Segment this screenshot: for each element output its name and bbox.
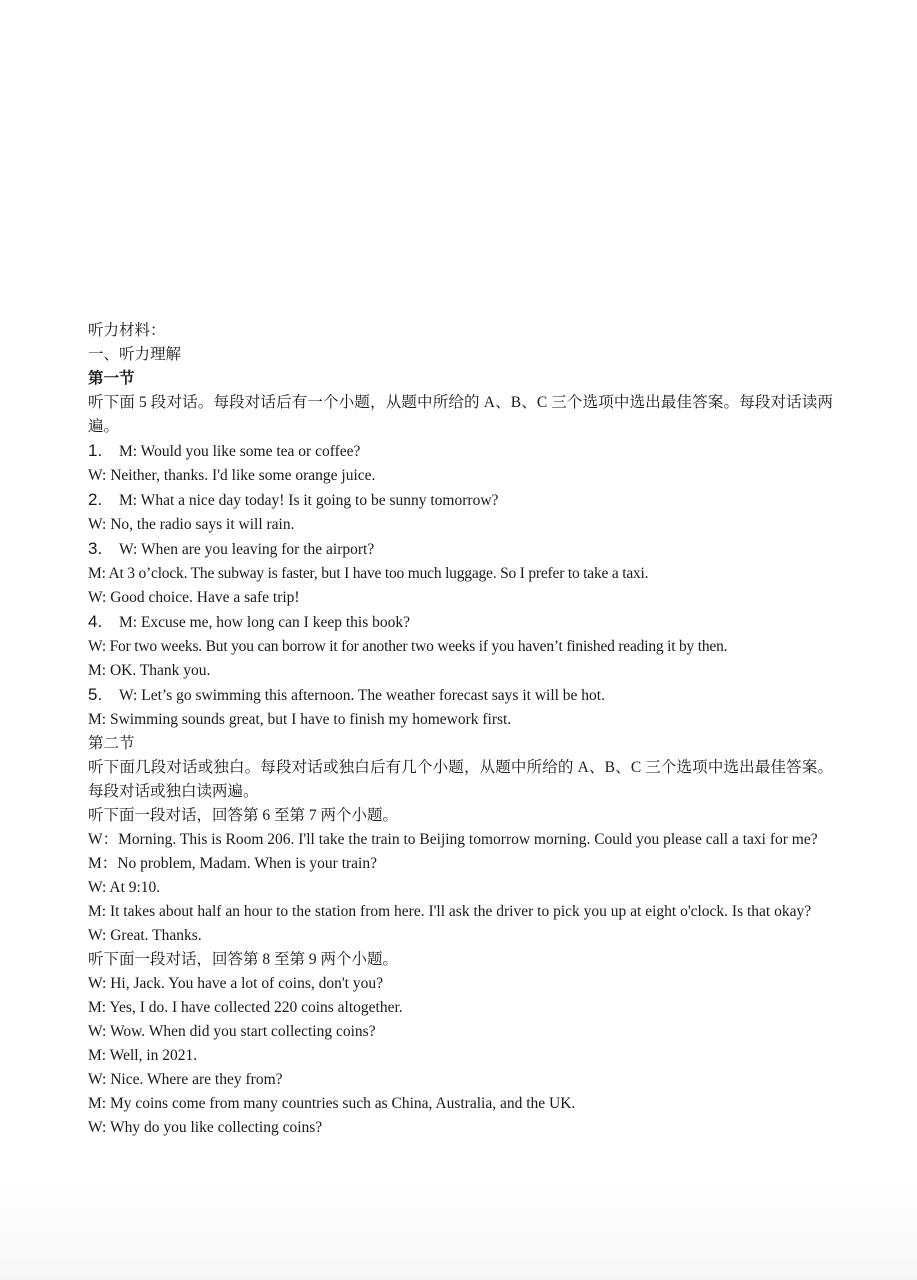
part-a-intro: 听下面一段对话，回答第 6 至第 7 两个小题。 bbox=[88, 807, 399, 824]
dialogue-line: M: Excuse me, how long can I keep this book? bbox=[119, 614, 410, 631]
dialogue-line: M: Swimming sounds great, but I have to finish my homework first. bbox=[88, 711, 512, 728]
section-two-title: 第二节 bbox=[88, 735, 135, 752]
document-content bbox=[88, 319, 833, 1140]
dialogue-4-first-line bbox=[88, 610, 833, 635]
section-one-instructions: 听下面 5 段对话。每段对话后有一个小题，从题中所给的 A、B、C 三个选项中选出最佳答案。每段对话读两遍。 bbox=[88, 394, 833, 435]
dialogue-line: W: Hi, Jack. You have a lot of coins, don't you? bbox=[88, 975, 383, 992]
dialogue-line: M: It takes about half an hour to the station from here. I'll ask the driver to pick you up at eight o'clock. Is that okay? bbox=[88, 903, 812, 920]
dialogue-line: M: Yes, I do. I have collected 220 coins altogether. bbox=[88, 999, 403, 1016]
question-number: 3. bbox=[88, 539, 103, 558]
part-heading: 一、听力理解 bbox=[88, 346, 182, 363]
dialogue-line: W: At 9:10. bbox=[88, 879, 161, 896]
dialogue-line: M: Would you like some tea or coffee? bbox=[119, 443, 361, 460]
question-number: 1. bbox=[88, 441, 103, 460]
dialogue-line: W: Why do you like collecting coins? bbox=[88, 1119, 323, 1136]
dialogue-line: W: Neither, thanks. I'd like some orange juice. bbox=[88, 467, 376, 484]
dialogue-2-first-line bbox=[88, 488, 833, 513]
question-number: 5. bbox=[88, 685, 103, 704]
part-b-intro: 听下面一段对话，回答第 8 至第 9 两个小题。 bbox=[88, 951, 399, 968]
dialogue-line: M: OK. Thank you. bbox=[88, 662, 211, 679]
material-heading: 听力材料： bbox=[88, 322, 166, 339]
dialogue-line: W: Let’s go swimming this afternoon. The weather forecast says it will be hot. bbox=[119, 687, 605, 704]
dialogue-line: W: For two weeks. But you can borrow it for another two weeks if you haven’t finished reading it by then. bbox=[88, 638, 728, 655]
dialogue-line: W: When are you leaving for the airport? bbox=[119, 541, 375, 558]
dialogue-line: W: Wow. When did you start collecting coins? bbox=[88, 1023, 376, 1040]
dialogue-line: M: Well, in 2021. bbox=[88, 1047, 198, 1064]
dialogue-line: M：No problem, Madam. When is your train? bbox=[88, 855, 377, 872]
dialogue-line: M: At 3 o’clock. The subway is faster, but I have too much luggage. So I prefer to take a taxi. bbox=[88, 565, 649, 582]
question-number: 2. bbox=[88, 490, 103, 509]
question-number: 4. bbox=[88, 612, 103, 631]
dialogue-line: W: Great. Thanks. bbox=[88, 927, 202, 944]
dialogue-line: W: Good choice. Have a safe trip! bbox=[88, 589, 300, 606]
dialogue-line: M: What a nice day today! Is it going to be sunny tomorrow? bbox=[119, 492, 499, 509]
section-one-title: 第一节 bbox=[88, 370, 135, 387]
dialogue-line: M: My coins come from many countries such as China, Australia, and the UK. bbox=[88, 1095, 576, 1112]
dialogue-1-first-line bbox=[88, 439, 833, 464]
dialogue-line: W：Morning. This is Room 206. I'll take the train to Beijing tomorrow morning. Could you please call a taxi for me? bbox=[88, 831, 818, 848]
dialogue-line: W: Nice. Where are they from? bbox=[88, 1071, 283, 1088]
dialogue-line: W: No, the radio says it will rain. bbox=[88, 516, 295, 533]
section-two-instructions: 听下面几段对话或独白。每段对话或独白后有几个小题，从题中所给的 A、B、C 三个选项中选出最佳答案。每段对话或独白读两遍。 bbox=[88, 759, 833, 800]
dialogue-3-first-line bbox=[88, 537, 833, 562]
dialogue-5-first-line bbox=[88, 683, 833, 708]
